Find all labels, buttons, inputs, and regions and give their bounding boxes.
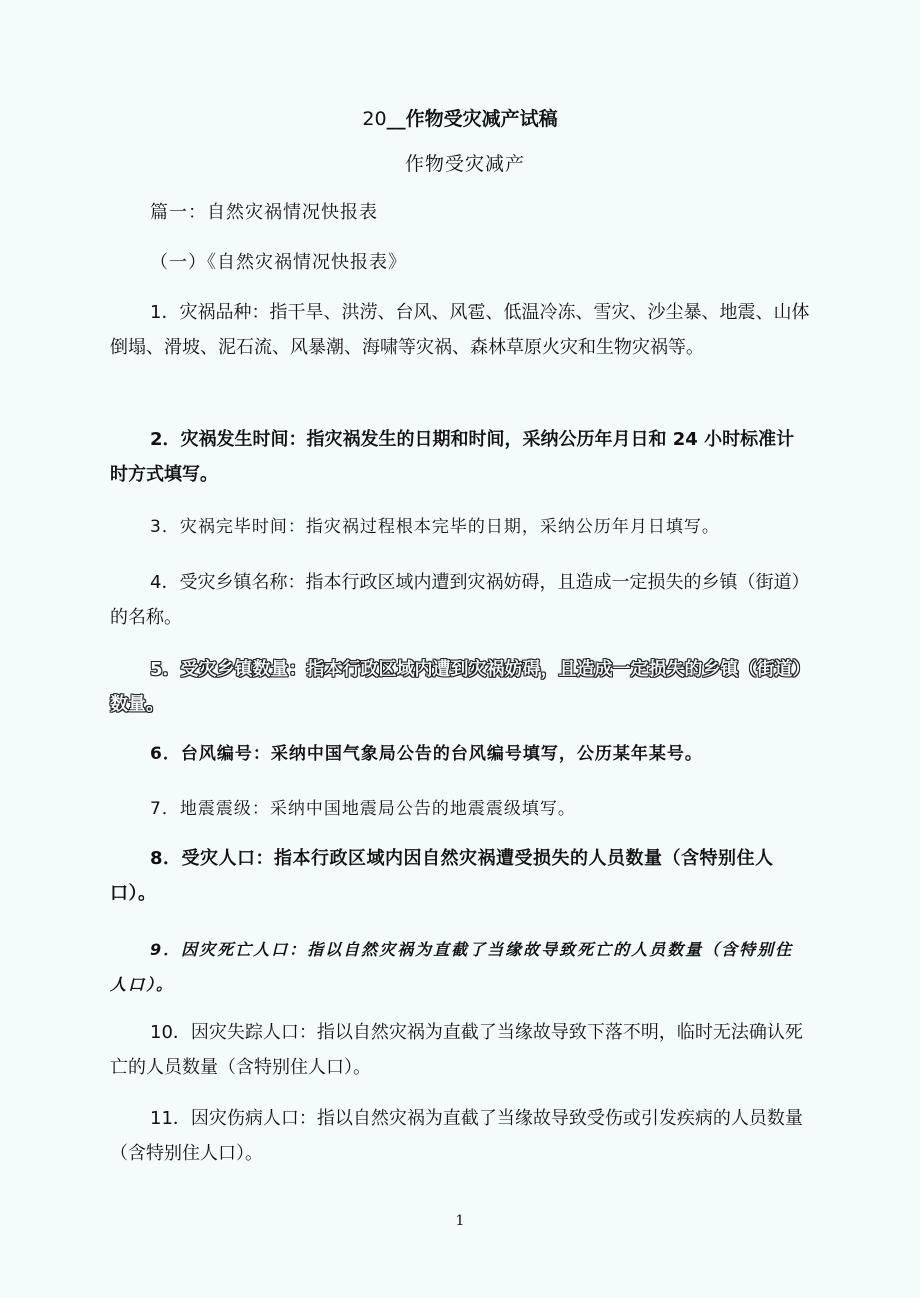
list-item-2: 2．灾祸发生时间：指灾祸发生的日期和时间，采纳公历年月日和 24 小时标准计时方式填写。 (110, 429, 795, 485)
list-item-4: 4．受灾乡镇名称：指本行政区域内遭到灾祸妨碍，且造成一定损失的乡镇（街道）的名称。 (110, 572, 810, 628)
section-heading: 篇一：自然灾祸情况快报表 (150, 202, 378, 223)
list-item-10: 10．因灾失踪人口：指以自然灾祸为直截了当缘故导致下落不明，临时无法确认死亡的人员数量（含特别住人口）。 (110, 1022, 803, 1078)
title-number: 20 (362, 108, 387, 130)
list-item-1: 1．灾祸品种：指干旱、洪涝、台风、风雹、低温冷冻、雪灾、沙尘暴、地震、山体倒塌、滑坡、泥石流、风暴潮、海啸等灾祸、森林草原火灾和生物灾祸等。 (110, 302, 810, 358)
list-item-11: 11．因灾伤病人口：指以自然灾祸为直截了当缘故导致受伤或引发疾病的人员数量（含特别住人口）。 (110, 1108, 803, 1164)
document-title (0, 104, 920, 131)
document-subtitle: 作物受灾减产 (404, 153, 525, 175)
sub-heading: （一）《自然灾祸情况快报表》 (150, 252, 407, 273)
list-item-5: 5．受灾乡镇数量：指本行政区域内遭到灾祸妨碍，且造成一定损失的乡镇（街道）数量。 (110, 659, 802, 715)
list-item-8: 8．受灾人口：指本行政区域内因自然灾祸遭受损失的人员数量（含特别住人口）。 (110, 848, 774, 904)
list-item-6: 6．台风编号：采纳中国气象局公告的台风编号填写，公历某年某号。 (150, 744, 703, 764)
page-number: 1 (455, 1213, 465, 1229)
list-item-9: 9．因灾死亡人口：指以自然灾祸为直截了当缘故导致死亡的人员数量（含特别住人口）。 (110, 940, 794, 994)
title-text: __作物受灾减产试稿 (386, 108, 558, 130)
list-item-7: 7．地震震级：采纳中国地震局公告的地震震级填写。 (150, 799, 576, 819)
list-item-3: 3．灾祸完毕时间：指灾祸过程根本完毕的日期，采纳公历年月日填写。 (150, 517, 720, 537)
